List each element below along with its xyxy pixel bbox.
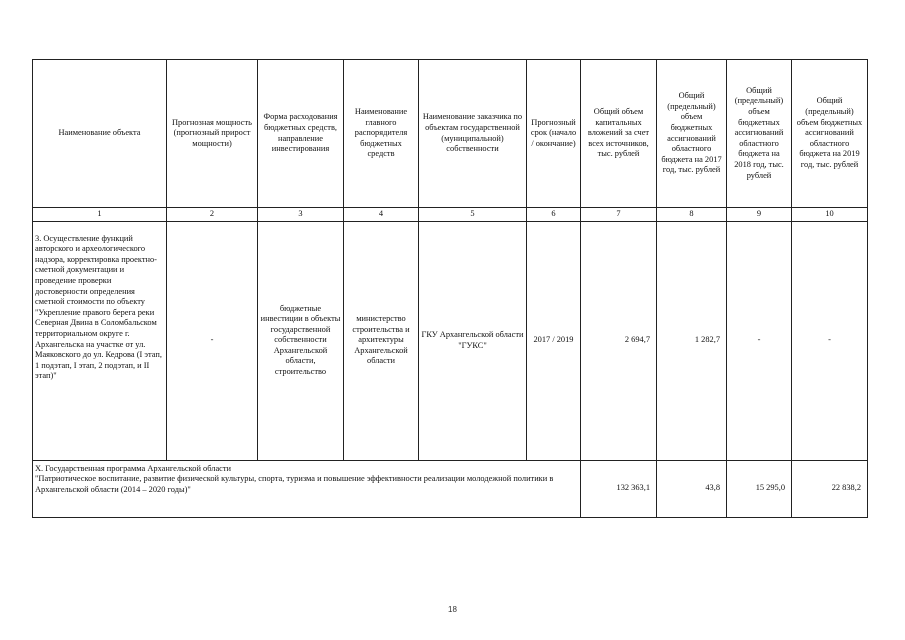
header-spending-form: Форма расходования бюджетных средств, направление инвестирования [258, 60, 344, 208]
column-number: 8 [657, 208, 727, 222]
column-number: 2 [167, 208, 258, 222]
header-term: Прогнозный срок (начало / окончание) [527, 60, 581, 208]
program-2019-cell: 22 838,2 [792, 460, 868, 517]
budget-2017-cell: 1 282,7 [657, 221, 727, 460]
column-number: 3 [258, 208, 344, 222]
column-number: 4 [344, 208, 419, 222]
column-number: 7 [581, 208, 657, 222]
budget-2018-cell: - [727, 221, 792, 460]
investment-table [32, 59, 868, 518]
program-2018-cell: 15 295,0 [727, 460, 792, 517]
budget-manager-cell: министерство строительства и архитектуры Архангельской области [344, 221, 419, 460]
header-customer: Наименование заказчика по объектам государственной (муниципальной) собственности [419, 60, 527, 208]
column-number: 5 [419, 208, 527, 222]
capacity-cell: - [167, 221, 258, 460]
header-budget-manager: Наименование главного распорядителя бюджетных средств [344, 60, 419, 208]
column-number: 1 [33, 208, 167, 222]
table-row-program-x [33, 460, 868, 517]
header-budget-2017: Общий (предельный) объем бюджетных ассигнований областного бюджета на 2017 год, тыс. рублей [657, 60, 727, 208]
column-number-row [33, 208, 868, 222]
budget-2019-cell: - [792, 221, 868, 460]
column-number: 10 [792, 208, 868, 222]
spending-form-cell: бюджетные инвестиции в объекты государственной собственности Архангельской области, строительство [258, 221, 344, 460]
program-description: "Патриотическое воспитание, развитие физической культуры, спорта, туризма и повышение эффективности реализации молодежной политики в Архангельской области (2014 – 2020 годы)" [35, 474, 554, 494]
program-total-cell: 132 363,1 [581, 460, 657, 517]
header-total-investment: Общий объем капитальных вложений за счет всех источников, тыс. рублей [581, 60, 657, 208]
header-row [33, 60, 868, 208]
term-cell: 2017 / 2019 [527, 221, 581, 460]
header-budget-2018: Общий (предельный) объем бюджетных ассигнований областного бюджета на 2018 год, тыс. рублей [727, 60, 792, 208]
header-object-name: Наименование объекта [33, 60, 167, 208]
program-2017-cell: 43,8 [657, 460, 727, 517]
header-capacity: Прогнозная мощность (прогнозный прирост мощности) [167, 60, 258, 208]
table-row-object-3 [33, 221, 868, 460]
column-number: 6 [527, 208, 581, 222]
customer-cell: ГКУ Архангельской области "ГУКС" [419, 221, 527, 460]
program-name-cell [33, 460, 581, 517]
object-name-cell: 3. Осуществление функций авторского и археологического надзора, корректировка проектно-сметной документации и проведение проверки достоверности определения сметной стоимости по объекту "Укрепление правого берега реки Северная Двина в Соломбальском территориальном округе г. Архангельска на участке от ул. Маяковского до ул. Кедрова (I этап, 1 подэтап, I этап, 2 подэтап, и II этап)" [33, 221, 167, 460]
column-number: 9 [727, 208, 792, 222]
page-number: 18 [448, 605, 457, 614]
total-investment-cell: 2 694,7 [581, 221, 657, 460]
program-title: X. Государственная программа Архангельской области [35, 463, 232, 473]
header-budget-2019: Общий (предельный) объем бюджетных ассигнований областного бюджета на 2019 год, тыс. рублей [792, 60, 868, 208]
